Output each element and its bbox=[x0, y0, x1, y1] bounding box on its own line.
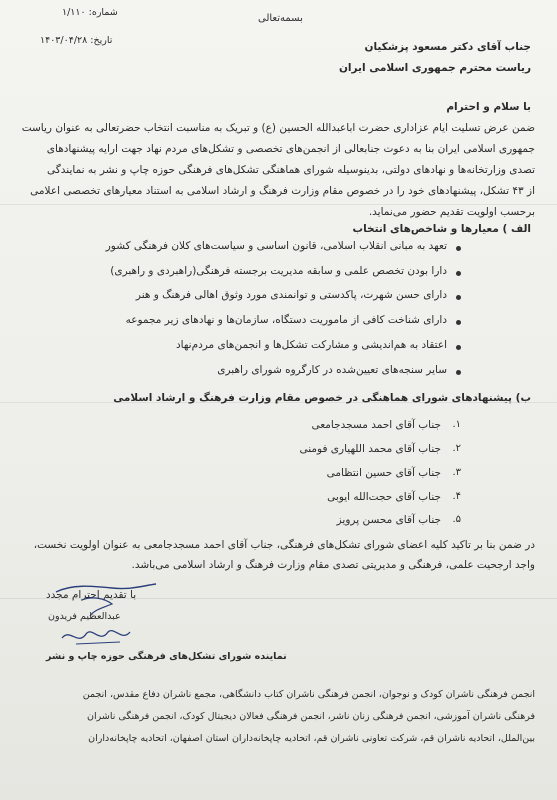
nominee-name: جناب آقای احمد مسجدجامعی bbox=[311, 419, 441, 431]
recipient-title: ریاست محترم جمهوری اسلامی ایران bbox=[338, 62, 531, 74]
bullet bbox=[456, 370, 461, 375]
bullet bbox=[456, 271, 461, 276]
intro-line: ضمن عرض تسلیت ایام عزاداری حضرت اباعبدالله الحسین (ع) و تبریک به مناسبت انتخاب حضرتعالی به عنوان ریاست bbox=[21, 122, 535, 134]
nominee-number: ۲. bbox=[452, 443, 461, 454]
closing-line: واجد ارجحیت علمی، فرهنگی و مدیریتی تصدی مقام وزارت فرهنگ و ارشاد اسلامی می‌باشد. bbox=[131, 559, 535, 571]
letter-number: شماره: ۱/۱۱۰ bbox=[62, 7, 118, 18]
section-a-title: الف ) معیارها و شاخص‌های انتخاب bbox=[352, 223, 531, 235]
signer-name: عبدالعظیم فریدون bbox=[48, 611, 121, 622]
criterion-item: تعهد به مبانی انقلاب اسلامی، قانون اساسی و سیاست‌های کلان فرهنگی کشور bbox=[105, 240, 447, 252]
signer-title: نماینده شورای تشکل‌های فرهنگی حوزه چاپ و نشر bbox=[46, 651, 287, 662]
bullet bbox=[456, 345, 461, 350]
bullet bbox=[456, 295, 461, 300]
member-list-line: انجمن فرهنگی ناشران کودک و نوجوان، انجمن فرهنگی ناشران کتاب دانشگاهی، مجمع ناشران دفاع مقدس، انجمن bbox=[82, 689, 535, 700]
bullet bbox=[456, 320, 461, 325]
intro-line: از ۴۳ تشکل، پیشنهادهای خود را در خصوص مقام وزارت فرهنگ و ارشاد اسلامی به استناد معیارهای تخصصی اعلامی bbox=[30, 185, 535, 197]
closing-line: در ضمن بنا بر تاکید کلیه اعضای شورای تشکل‌های فرهنگی، جناب آقای احمد مسجدجامعی به عنوان اولویت نخست، bbox=[33, 539, 535, 551]
criterion-item: دارای حسن شهرت، پاکدستی و توانمندی مورد وثوق اهالی فرهنگ و هنر bbox=[135, 289, 447, 301]
member-list-line: فرهنگی ناشران آموزشی، انجمن فرهنگی زنان ناشر، انجمن فرهنگی فعالان دیجیتال کودک، انجمن فرهنگی ناشران bbox=[87, 711, 535, 722]
basmala: بسمه‌تعالی bbox=[258, 13, 303, 24]
nominee-name: جناب آقای حسین انتظامی bbox=[326, 467, 441, 479]
criterion-item: دارای شناخت کافی از ماموریت دستگاه، سازمان‌ها و نهادهای زیر مجموعه bbox=[125, 314, 447, 326]
greeting: با سلام و احترام bbox=[446, 101, 531, 113]
nominee-number: ۴. bbox=[452, 491, 461, 502]
intro-line: تصدی وزارتخانه‌ها و نهادهای دولتی، بدینوسیله شورای هماهنگی تشکل‌های فرهنگی حوزه چاپ و نشر به نمایندگی bbox=[47, 164, 535, 176]
nominee-number: ۱. bbox=[452, 419, 461, 430]
nominee-name: جناب آقای محسن پرویز bbox=[336, 514, 441, 526]
bullet bbox=[456, 246, 461, 251]
handwritten-name bbox=[58, 624, 138, 650]
nominee-number: ۳. bbox=[452, 467, 461, 478]
recipient-name: جناب آقای دکتر مسعود پزشکیان bbox=[364, 41, 531, 53]
member-list-line: بین‌الملل، اتحادیه ناشران قم، شرکت تعاونی ناشران قم، اتحادیه چاپخانه‌داران استان اصفهان، اتحادیه چاپخانه‌داران bbox=[88, 733, 535, 744]
criterion-item: اعتقاد به هم‌اندیشی و مشارکت تشکل‌ها و انجمن‌های مردم‌نهاد bbox=[175, 339, 447, 351]
nominee-number: ۵. bbox=[452, 514, 461, 525]
nominee-name: جناب آقای محمد اللهیاری فومنی bbox=[299, 443, 441, 455]
criterion-item: سایر سنجه‌های تعیین‌شده در کارگروه شورای راهبری bbox=[217, 364, 447, 376]
regards-text: با تقدیم احترام مجدد bbox=[46, 589, 137, 601]
intro-line: جمهوری اسلامی ایران بنا به دعوت جنابعالی از انجمن‌های تخصصی و تشکل‌های مردم نهاد جهت ارایه پیشنهادهای bbox=[46, 143, 535, 155]
section-b-title: ب) پیشنهادهای شورای هماهنگی در خصوص مقام وزارت فرهنگ و ارشاد اسلامی bbox=[113, 392, 531, 404]
nominee-name: جناب آقای حجت‌الله ایوبی bbox=[327, 491, 441, 503]
criterion-item: دارا بودن تخصص علمی و سابقه مدیریت برجسته فرهنگی(راهبردی و راهبری) bbox=[110, 265, 447, 277]
intro-line: برحسب اولویت تقدیم حضور می‌نماید. bbox=[368, 206, 535, 218]
letter-date: تاریخ: ۱۴۰۳/۰۴/۲۸ bbox=[40, 35, 113, 46]
